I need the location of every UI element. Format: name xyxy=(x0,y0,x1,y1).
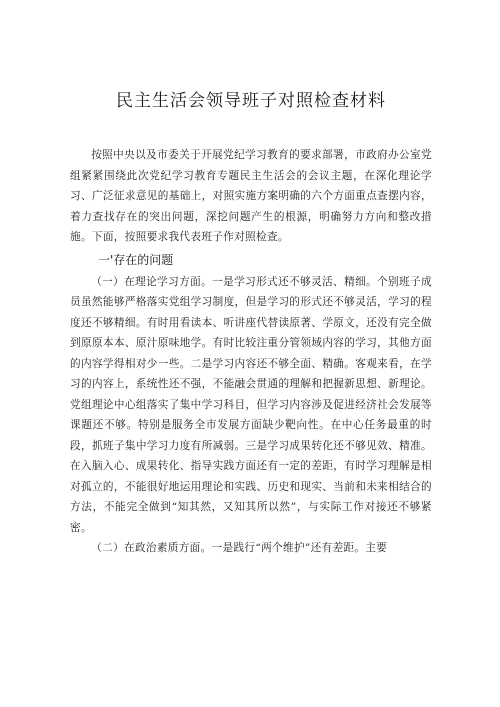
section-heading: 一'存在的问题 xyxy=(98,252,174,267)
document-title: 民主生活会领导班子对照检查材料 xyxy=(116,91,386,111)
section-paragraph-1: （一）在理论学习方面。一是学习形式还不够灵活、精细。个别班子成员虽然能够严格落实党组学习制度，但是学习的形式还不够灵活，学习的程度还不够精细。有时用看读本、听讲座代替读原著、学原文，还没有完全做到原原本本、原汁原味地学。有时比较注重分管领域内容的学习，其他方面的内容学得相对少一些。二是学习内容还不够全面、精确。客观来看，在学习的内容上，系统性还不强，不能融会贯通的理解和把握新思想、新理论。党组理论中心组落实了集中学习科目，但学习内容涉及促进经济社会发展等课题还不够。特别是服务全市发展方面缺少靶向性。在中心任务最重的时段，抓班子集中学习力度有所减弱。三是学习成果转化还不够见效、精准。在入脑入心、成果转化、指导实践方面还有一定的差距，有时学习理解是相对孤立的，不能很好地运用理论和实践、历史和现实、当前和未来相结合的方法，不能完全做到“知其然，又知其所以然”，与实际工作对接还不够紧密。 xyxy=(70,275,432,534)
intro-paragraph: 按照中央以及市委关于开展党纪学习教育的要求部署，市政府办公室党组紧紧围绕此次党纪学习教育专题民主生活会的会议主题，在深化理论学习、广泛征求意见的基础上，对照实施方案明确的六个方面重点查摆内容，着力查找存在的突出问题，深挖问题产生的根源，明确努力方向和整改措施。下面，按照要求我代表班子作对照检查。 xyxy=(70,149,432,243)
section-paragraph-2: （二）在政治素质方面。一是践行“两个维护”还有差距。主要 xyxy=(91,542,388,554)
